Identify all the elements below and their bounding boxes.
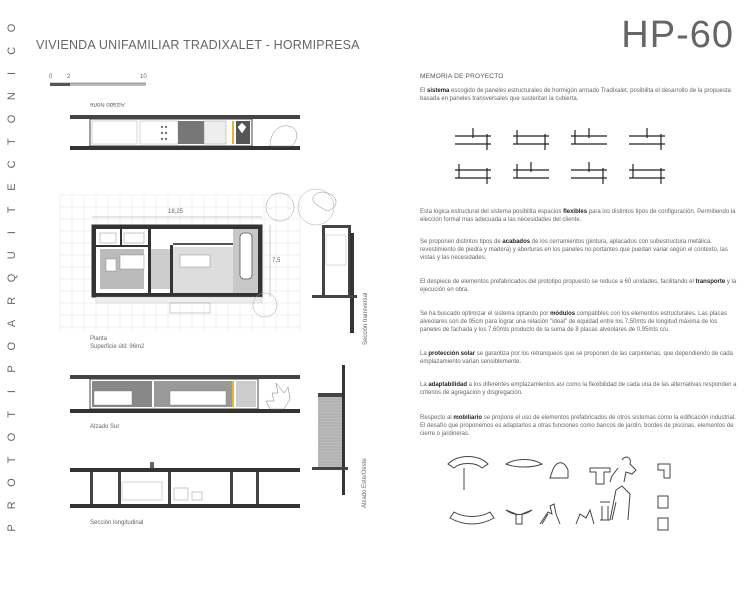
vertical-title-letter: T — [5, 410, 18, 418]
memoria-paragraph: Se proponen distintos tipos de acabados de los cerramientos (pintura, aplacados con subestructura metálica, revestimiento de piedra y madera) y aberturas en los paneles no portantes que puedan variar según el contexto, las vistas y las necesidades. — [420, 239, 728, 261]
vertical-title-letter: A — [5, 319, 18, 328]
vertical-title-letter: P — [5, 365, 18, 373]
structural-system-diagrams — [455, 128, 675, 188]
scale-label-mid: 2 — [67, 74, 71, 80]
vertical-title-letter: O — [5, 341, 18, 351]
vertical-title-letter: N — [5, 92, 18, 101]
drawing-longitudinal-section — [70, 458, 320, 518]
vertical-title-letter: T — [5, 456, 18, 464]
vertical-title-letter: I — [5, 231, 18, 235]
project-code: HP-60 — [621, 14, 734, 56]
furniture-sketches — [440, 450, 690, 540]
drawing-south-elevation — [70, 365, 320, 420]
vertical-title-letter: I — [5, 390, 18, 394]
memoria-paragraph: El sistema escogido de paneles estructurales de hormigón armado Tradixalet, posibilita el desarrollo de la propuesta basada en paneles transversales que sustentan la cubierta. — [420, 88, 731, 102]
memoria-paragraph: La adaptabilidad a los diferentes emplazamientos así como la flexibilidad de cada una de las alternativas responden a criterios de agregación y disgregación. — [420, 382, 737, 396]
plan-depth-dimension: 7,5 — [272, 258, 281, 264]
label-superficie: Superficie útil: 96m2 — [90, 344, 145, 350]
memoria-paragraph: El despiece de elementos prefabricados del prototipo propuesto se reduce a 60 unidades, facilitando el transporte y la ejecución en obra. — [420, 279, 737, 293]
memoria-heading: MEMORIA DE PROYECTO — [420, 73, 504, 80]
page-title: VIVIENDA UNIFAMILIAR TRADIXALET - HORMIPRESA — [36, 38, 360, 52]
drawing-cross-section — [312, 195, 362, 340]
scale-label-min: 0 — [49, 74, 53, 80]
vertical-title-letter: C — [5, 160, 18, 169]
scale-label-max: 10 — [140, 74, 147, 80]
drawing-north-elevation — [70, 115, 310, 160]
label-seccion-longitudinal: Sección longitudinal — [90, 520, 144, 526]
vertical-title-letter: R — [5, 296, 18, 305]
memoria-paragraph: Esta lógica estructural del sistema posibilita espacios flexibles para los distintos tipos de configuración. Permitiendo la elección formal mas adecuada a las necesidades del cliente. — [420, 209, 736, 223]
vertical-title-letter: Q — [5, 273, 18, 283]
vertical-project-title — [2, 0, 22, 600]
vertical-title-letter: C — [5, 46, 18, 55]
label-alzado-este-oeste: Alzado Este/Oeste — [362, 458, 368, 508]
vertical-title-letter: R — [5, 501, 18, 510]
label-alzado-norte: Alzado Norte — [90, 101, 125, 107]
vertical-title-letter: O — [5, 23, 18, 33]
vertical-title-letter: T — [5, 138, 18, 146]
memoria-paragraph: Respecto al mobiliario se propone el uso de elementos prefabricados de otros sistemas como la edificación industrial. El desafío que proponemos es adaptarlos a otras funciones como bancos de jardín, bordes de piscinas, elementos de cierre o jardineras. — [420, 415, 736, 437]
vertical-title-letter: P — [5, 524, 18, 532]
memoria-paragraph: Se ha buscado optimizar el sistema optando por módulos compatibles con los elementos estructurales. Las placas alveolares son de 95cm para lograr una relación "ideal" de equidad entre los 7,50mts de longitud máxima de los paneles de fachada y los 7,60mts producto de la suma de 8 placas alveolares de 0,95mts c/u. — [420, 311, 727, 333]
vertical-title-letter: I — [5, 71, 18, 75]
vertical-title-letter: O — [5, 478, 18, 487]
vertical-title-letter: O — [5, 114, 18, 124]
vertical-title-letter: T — [5, 206, 18, 214]
plan-width-dimension: 18,25 — [168, 209, 184, 215]
memoria-paragraph: La protección solar se garantiza por los retranqueos que se proponen de las carpinterías, que dependiendo de cada emplazamiento varían sensiblemente. — [420, 351, 733, 365]
vertical-title-letter: U — [5, 251, 18, 260]
vertical-title-letter: O — [5, 432, 18, 442]
label-planta: Planta — [90, 336, 108, 342]
vertical-title-letter: E — [5, 183, 18, 191]
label-alzado-sur: Alzado Sur — [90, 424, 120, 430]
label-seccion-transversal: Sección transversal — [363, 292, 369, 345]
drawing-floor-plan — [60, 195, 310, 340]
